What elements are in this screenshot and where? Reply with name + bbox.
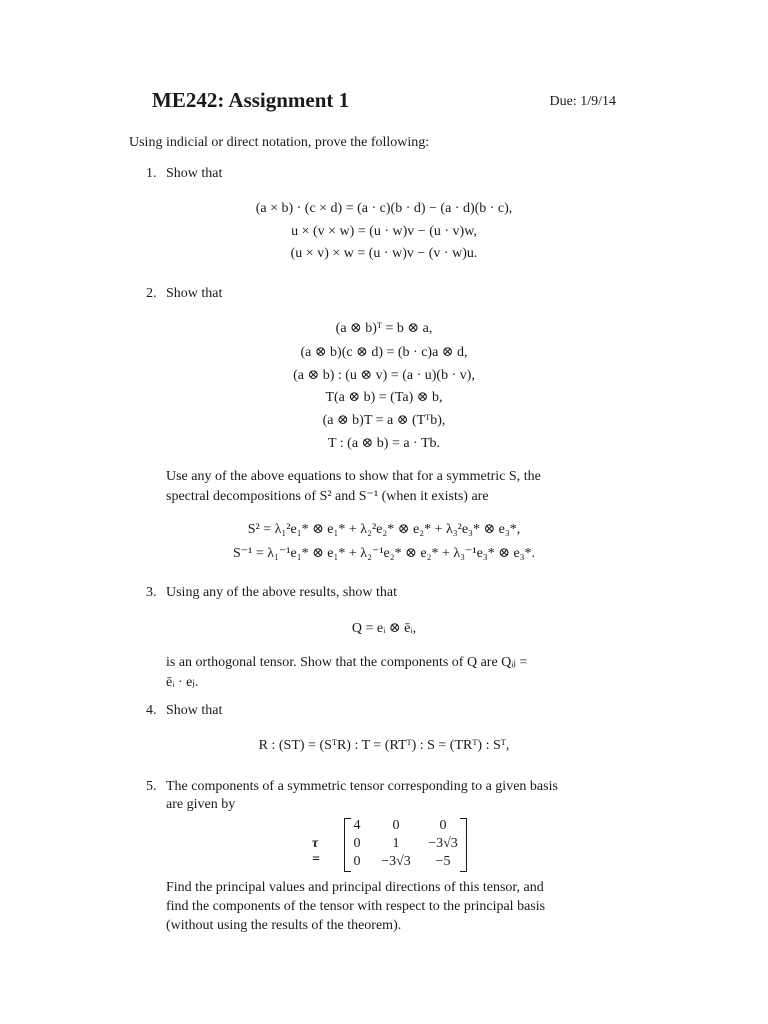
matrix-symbol: τ = (312, 836, 320, 867)
problem-5-number: 5. (146, 779, 157, 794)
problem-2-equation: T(a ⊗ b) = (Ta) ⊗ b, (325, 390, 443, 405)
problem-2-equation: (a ⊗ b) : (u ⊗ v) = (a · u)(b · v), (293, 368, 475, 383)
matrix-cell: −3√3 (381, 854, 411, 869)
problem-4-number: 4. (146, 703, 157, 718)
matrix-right-bracket (460, 818, 467, 872)
problem-2-equation: (a ⊗ b)T = a ⊗ (Tᵀb), (322, 413, 446, 428)
matrix-cell: 0 (439, 818, 447, 833)
matrix-row (350, 836, 460, 854)
problem-5-text: find the components of the tensor with respect to the principal basis (166, 899, 546, 914)
problem-2-equation: T : (a ⊗ b) = a · Tb. (327, 436, 441, 451)
problem-2-lead: Show that (166, 286, 223, 301)
problem-5-lead: The components of a symmetric tensor corresponding to a given basis (166, 779, 558, 794)
problem-1-number: 1. (146, 166, 157, 181)
problem-5-text: Find the principal values and principal directions of this tensor, and (166, 880, 544, 895)
matrix-cell: 1 (392, 836, 400, 851)
problem-3-lead: Using any of the above results, show that (166, 585, 397, 600)
matrix-cell: −5 (435, 854, 451, 869)
problem-4-lead: Show that (166, 703, 223, 718)
problem-1-equation: (u × v) × w = (u · w)v − (v · w)u. (290, 246, 478, 261)
problem-2-equation: (a ⊗ b)ᵀ = b ⊗ a, (335, 321, 433, 336)
problem-1-lead: Show that (166, 166, 223, 181)
problem-2-text: spectral decompositions of S² and S⁻¹ (when it exists) are (166, 489, 489, 504)
matrix-cell: −3√3 (428, 836, 458, 851)
matrix-row (350, 818, 460, 836)
matrix-row (350, 854, 460, 872)
matrix-cell: 0 (353, 836, 361, 851)
problem-5-text: (without using the results of the theorem). (166, 918, 402, 933)
problem-1-equation: u × (v × w) = (u · w)v − (u · v)w, (291, 224, 477, 239)
matrix-cell: 4 (353, 818, 361, 833)
matrix-cell: 0 (392, 818, 400, 833)
problem-4-equation: R : (ST) = (SᵀR) : T = (RTᵀ) : S = (TRᵀ) : Sᵀ, (258, 738, 510, 753)
problem-3-equation: Q = eᵢ ⊗ ēᵢ, (351, 621, 417, 636)
problem-3-text: is an orthogonal tensor. Show that the components of Q are Qᵢⱼ = (166, 655, 528, 670)
page-title: ME242: Assignment 1 (152, 88, 350, 112)
problem-2-equation: (a ⊗ b)(c ⊗ d) = (b · c)a ⊗ d, (300, 345, 468, 360)
matrix-cell: 0 (353, 854, 361, 869)
problem-3-text: ēᵢ · eⱼ. (166, 675, 199, 690)
intro-text: Using indicial or direct notation, prove the following: (129, 135, 430, 150)
problem-2-number: 2. (146, 286, 157, 301)
problem-2-text: Use any of the above equations to show that for a symmetric S, the (166, 469, 541, 484)
problem-2-spectral-equation: S² = λ₁²e₁* ⊗ e₁* + λ₂²e₂* ⊗ e₂* + λ₃²e₃* ⊗ e₃*, (247, 522, 521, 537)
due-date: Due: 1/9/14 (549, 94, 616, 109)
problem-2-spectral-equation: S⁻¹ = λ₁⁻¹e₁* ⊗ e₁* + λ₂⁻¹e₂* ⊗ e₂* + λ₃⁻¹e₃* ⊗ e₃*. (232, 546, 536, 561)
problem-3-number: 3. (146, 585, 157, 600)
problem-1-equation: (a × b) · (c × d) = (a · c)(b · d) − (a · d)(b · c), (255, 201, 513, 216)
problem-5-lead: are given by (166, 797, 236, 812)
